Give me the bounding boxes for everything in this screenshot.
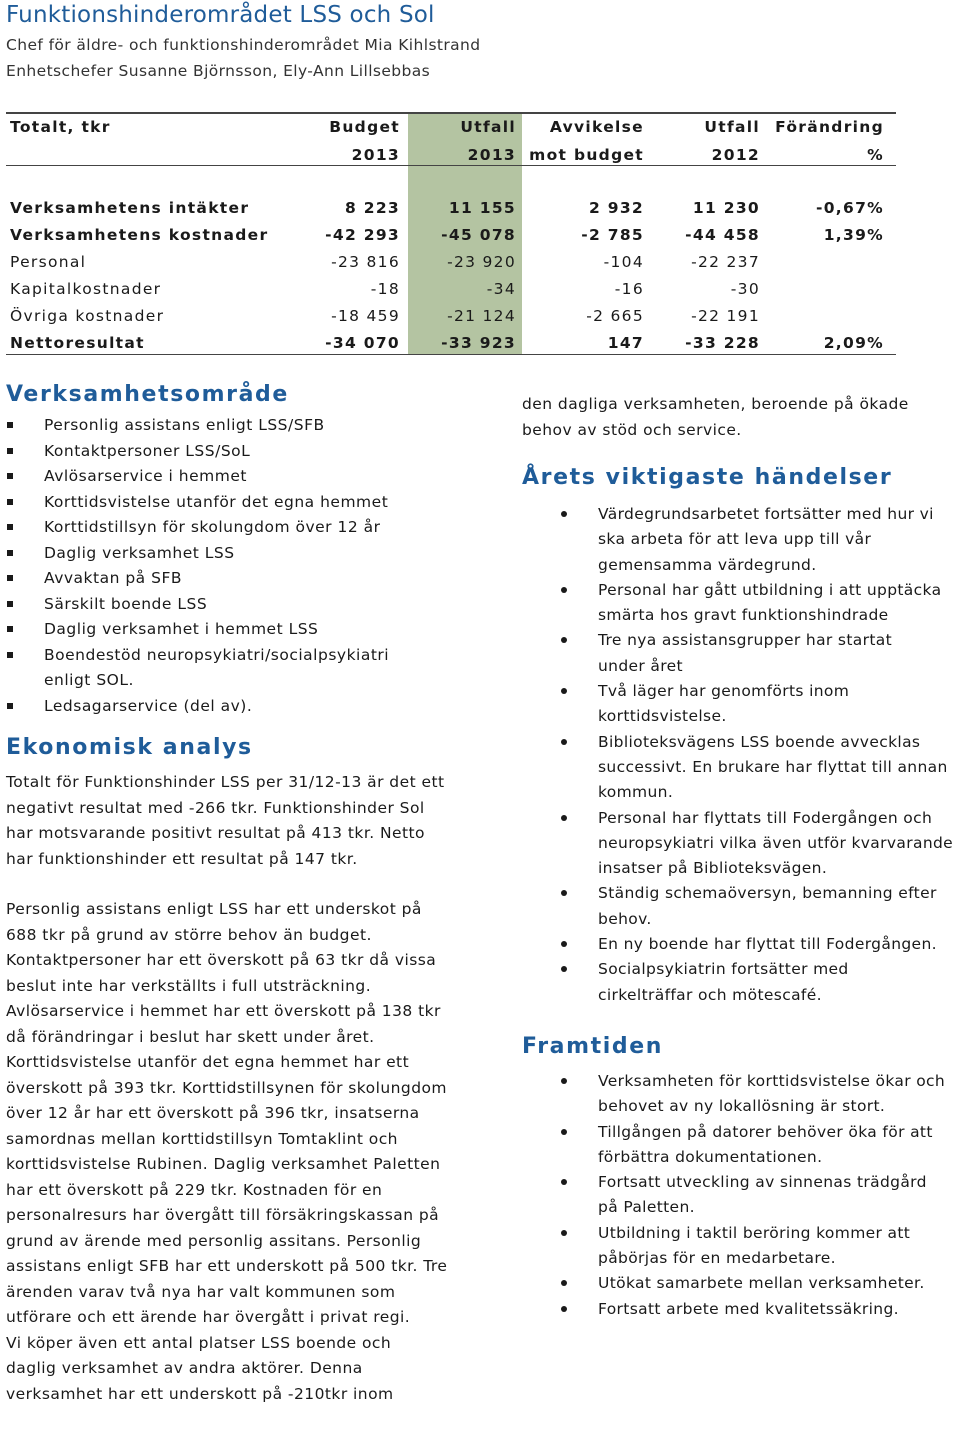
verksamhet-list	[6, 413, 466, 719]
bullet-icon	[561, 511, 567, 517]
header-change: Förändring	[775, 118, 884, 136]
table-row	[6, 226, 896, 250]
list-item: Utbildning i taktil beröring kommer att påbörjas för en medarbetare.	[522, 1221, 938, 1272]
row-label: Nettoresultat	[10, 334, 145, 352]
unit-heads-line: Enhetschefer Susanne Björnsson, Ely-Ann Lillsebbas	[6, 62, 431, 80]
row-budget: 8 223	[344, 199, 400, 217]
square-bullet-icon	[7, 473, 13, 479]
row-deviation: 147	[607, 334, 644, 352]
table-row	[6, 307, 896, 331]
right-column	[522, 392, 960, 1322]
row-outcome: 11 155	[448, 199, 516, 217]
header-deviation-sub: mot budget	[529, 146, 644, 164]
row-label: Verksamhetens kostnader	[10, 226, 269, 244]
analys-heading: Ekonomisk analys	[6, 735, 253, 760]
bullet-icon	[561, 739, 567, 745]
row-label: Verksamhetens intäkter	[10, 199, 250, 217]
bullet-icon	[561, 637, 567, 643]
list-item: Daglig verksamhet i hemmet LSS	[6, 617, 466, 643]
table-row	[6, 253, 896, 277]
bullet-icon	[561, 1179, 567, 1185]
row-budget: -34 070	[325, 334, 400, 352]
header-budget-year: 2013	[351, 146, 400, 164]
row-outcome: -33 923	[441, 334, 516, 352]
page-title: Funktionshinderområdet LSS och Sol	[6, 2, 435, 28]
header-label: Totalt, tkr	[10, 118, 111, 136]
table-row	[6, 199, 896, 223]
chief-line: Chef för äldre- och funktionshinderområdet Mia Kihlstrand	[6, 36, 481, 54]
list-item: Personal har gått utbildning i att upptäcka smärta hos gravt funktionshindrade	[522, 578, 960, 629]
row-deviation: -2 665	[586, 307, 644, 325]
list-item: Utökat samarbete mellan verksamheter.	[522, 1271, 960, 1296]
table-bottom-rule	[6, 354, 896, 355]
header-change-unit: %	[867, 146, 884, 164]
square-bullet-icon	[7, 575, 13, 581]
row-deviation: -2 785	[581, 226, 644, 244]
bullet-icon	[561, 688, 567, 694]
future-list	[522, 1069, 960, 1322]
header-budget: Budget	[329, 118, 400, 136]
table-header-rule	[6, 165, 896, 166]
list-item: Tre nya assistansgrupper har startat under året	[522, 628, 918, 679]
row-budget: -18	[370, 280, 400, 298]
table-top-rule	[6, 112, 896, 114]
row-budget: -18 459	[331, 307, 400, 325]
events-list	[522, 502, 960, 1008]
bullet-icon	[561, 1230, 567, 1236]
list-item: Ständig schemaöversyn, bemanning efter behov.	[522, 881, 960, 932]
bullet-icon	[561, 941, 567, 947]
list-item: Daglig verksamhet LSS	[6, 541, 466, 567]
row-outcome-prev: -44 458	[685, 226, 760, 244]
square-bullet-icon	[7, 626, 13, 632]
list-item: Kontaktpersoner LSS/SoL	[6, 439, 466, 465]
row-deviation: 2 932	[588, 199, 644, 217]
list-item: Ledsagarservice (del av).	[6, 694, 466, 720]
square-bullet-icon	[7, 550, 13, 556]
row-label: Övriga kostnader	[10, 307, 165, 325]
verksamhet-heading: Verksamhetsområde	[6, 382, 289, 407]
square-bullet-icon	[7, 601, 13, 607]
list-item: Verksamheten för korttidsvistelse ökar och behovet av ny lokallösning är stort.	[522, 1069, 948, 1120]
list-item: Korttidsvistelse utanför det egna hemmet	[6, 490, 466, 516]
row-outcome-prev: -33 228	[685, 334, 760, 352]
list-item: Fortsatt utveckling av sinnenas trädgård på Paletten.	[522, 1170, 943, 1221]
analys-paragraph-2: Personlig assistans enligt LSS har ett underskot på 688 tkr på grund av större behov än budget. Kontaktpersoner har ett överskott på 63 tkr då vissa beslut inte har verkställts i full utsträckning. Avlösarservice i hemmet har ett överskott på 138 tkr då förändringar i beslut har skett under året. Korttidsvistelse utanför det egna hemmet har ett överskott på 393 tkr. Korttidstillsynen för skolungdom över 12 år har ett överskott på 396 tkr, insatserna samordnas mellan korttidstillsyn Tomtaklint och korttidsvistelse Rubinen. Daglig verksamhet Paletten har ett överskott på 229 tkr. Kostnaden för en personalresurs har övergått till försäkringskassan på grund av ärende med personlig assitans. Personlig assistans enligt SFB har ett underskott på 500 tkr. Tre ärenden varav två nya har valt kommunen som utförare och ett ärende har övergått i privat regi.	[6, 900, 448, 1326]
bullet-icon	[561, 815, 567, 821]
header-outcome-prev-year: 2012	[711, 146, 760, 164]
square-bullet-icon	[7, 652, 13, 658]
table-header-row-1	[6, 118, 896, 142]
row-change: 2,09%	[823, 334, 884, 352]
header-outcome-year: 2013	[467, 146, 516, 164]
row-outcome: -34	[486, 280, 516, 298]
row-outcome-prev: -22 237	[691, 253, 760, 271]
list-item: En ny boende har flyttat till Fodergången.	[522, 932, 960, 957]
row-budget: -42 293	[325, 226, 400, 244]
row-label: Kapitalkostnader	[10, 280, 162, 298]
square-bullet-icon	[7, 499, 13, 505]
row-outcome-prev: -22 191	[691, 307, 760, 325]
analys-paragraph-1: Totalt för Funktionshinder LSS per 31/12-13 är det ett negativt resultat med -266 tkr. Funktionshinder Sol har motsvarande positivt resultat på 413 tkr. Netto har funktionshinder ett resultat på 147 tkr.	[6, 773, 445, 868]
row-outcome: -23 920	[447, 253, 516, 271]
list-item: Avvaktan på SFB	[6, 566, 466, 592]
square-bullet-icon	[7, 524, 13, 530]
list-item: Socialpsykiatrin fortsätter med cirkelträffar och mötescafé.	[522, 957, 898, 1008]
row-outcome: -21 124	[447, 307, 516, 325]
events-heading: Årets viktigaste händelser	[522, 465, 893, 490]
row-deviation: -104	[603, 253, 644, 271]
square-bullet-icon	[7, 422, 13, 428]
row-deviation: -16	[614, 280, 644, 298]
header-deviation: Avvikelse	[549, 118, 644, 136]
row-budget: -23 816	[331, 253, 400, 271]
list-item: Korttidstillsyn för skolungdom över 12 år	[6, 515, 466, 541]
list-item: Avlösarservice i hemmet	[6, 464, 466, 490]
list-item: Tillgången på datorer behöver öka för att förbättra dokumentationen.	[522, 1120, 960, 1171]
list-item: Fortsatt arbete med kvalitetssäkring.	[522, 1297, 960, 1322]
row-change: 1,39%	[823, 226, 884, 244]
bullet-icon	[561, 1306, 567, 1312]
square-bullet-icon	[7, 448, 13, 454]
list-item: Personlig assistans enligt LSS/SFB	[6, 413, 466, 439]
bullet-icon	[561, 1280, 567, 1286]
row-outcome-prev: 11 230	[692, 199, 760, 217]
bullet-icon	[561, 587, 567, 593]
bullet-icon	[561, 890, 567, 896]
list-item: Värdegrundsarbetet fortsätter med hur vi ska arbeta för att leva upp till vår gemensamma värdegrund.	[522, 502, 960, 578]
row-outcome-prev: -30	[730, 280, 760, 298]
header-outcome-prev: Utfall	[704, 118, 760, 136]
list-item: Personal har flyttats till Fodergången och neuropsykiatri vilka även utför kvarvarande insatser på Biblioteksvägen.	[522, 806, 960, 882]
table-row	[6, 280, 896, 304]
row-label: Personal	[10, 253, 87, 271]
table-header-row-2	[6, 146, 896, 170]
list-item: Två läger har genomförts inom korttidsvistelse.	[522, 679, 874, 730]
header-outcome: Utfall	[460, 118, 516, 136]
analys-paragraph-3: Vi köper även ett antal platser LSS boende och daglig verksamhet av andra aktörer. Denna verksamhet har ett underskott på -210tkr inom	[6, 1333, 394, 1403]
bullet-icon	[561, 1078, 567, 1084]
bullet-icon	[561, 966, 567, 972]
left-column	[6, 382, 466, 1407]
row-change: -0,67%	[815, 199, 884, 217]
list-item: Boendestöd neuropsykiatri/socialpsykiatri enligt SOL.	[6, 643, 414, 694]
list-item: Biblioteksvägens LSS boende avvecklas successivt. En brukare har flyttat till annan kommun.	[522, 730, 948, 806]
row-outcome: -45 078	[441, 226, 516, 244]
intro-paragraph: den dagliga verksamheten, beroende på ökade behov av stöd och service.	[522, 395, 909, 439]
future-heading: Framtiden	[522, 1033, 664, 1059]
square-bullet-icon	[7, 703, 13, 709]
list-item: Särskilt boende LSS	[6, 592, 466, 618]
bullet-icon	[561, 1129, 567, 1135]
